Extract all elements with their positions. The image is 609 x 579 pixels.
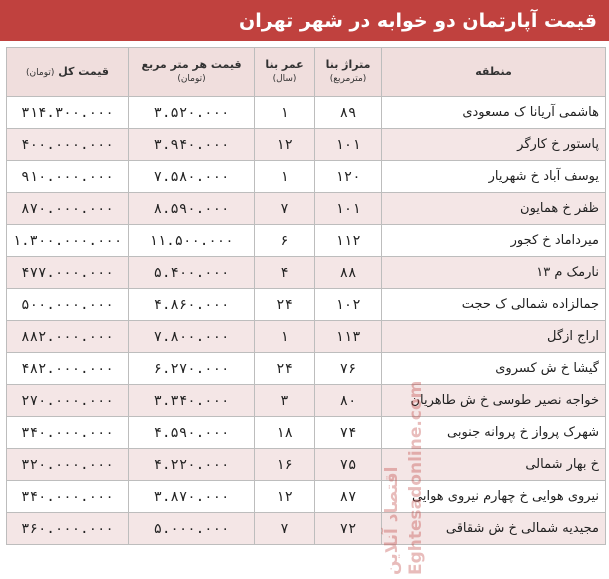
table-row: [7, 385, 606, 417]
table-row: [7, 129, 606, 161]
cell-age: ۴: [255, 257, 315, 289]
cell-total-price: ۵۰۰.۰۰۰.۰۰۰: [7, 289, 129, 321]
cell-total-price: ۴۰۰.۰۰۰.۰۰۰: [7, 129, 129, 161]
cell-region: مجیدیه شمالی خ ش شقاقی: [382, 513, 606, 545]
cell-total-price: ۲۷۰.۰۰۰.۰۰۰: [7, 385, 129, 417]
header-total-price-unit: (تومان): [26, 67, 55, 78]
cell-sqm-price: ۴.۸۶۰.۰۰۰: [129, 289, 255, 321]
cell-age: ۱۸: [255, 417, 315, 449]
cell-area: ۱۱۲: [315, 225, 382, 257]
table-row: [7, 193, 606, 225]
cell-age: ۱: [255, 161, 315, 193]
cell-sqm-price: ۱۱.۵۰۰.۰۰۰: [129, 225, 255, 257]
cell-age: ۷: [255, 193, 315, 225]
cell-region: گیشا خ ش کسروی: [382, 353, 606, 385]
table-row: [7, 417, 606, 449]
cell-area: ۱۰۱: [315, 129, 382, 161]
cell-region: ظفر خ همایون: [382, 193, 606, 225]
watermark: اقتصاد آنلاین Eghtesadonline.com: [382, 380, 426, 575]
header-total-price: قیمت کل (تومان): [7, 48, 129, 97]
table-row: [7, 353, 606, 385]
cell-area: ۸۸: [315, 257, 382, 289]
cell-area: ۷۲: [315, 513, 382, 545]
cell-sqm-price: ۸.۵۹۰.۰۰۰: [129, 193, 255, 225]
cell-total-price: ۴۷۷.۰۰۰.۰۰۰: [7, 257, 129, 289]
price-table: [6, 47, 606, 545]
cell-age: ۳: [255, 385, 315, 417]
header-sqm-price-unit: (تومان): [177, 74, 206, 84]
cell-total-price: ۳۲۰.۰۰۰.۰۰۰: [7, 449, 129, 481]
cell-region: نارمک م ۱۳: [382, 257, 606, 289]
cell-sqm-price: ۴.۲۲۰.۰۰۰: [129, 449, 255, 481]
cell-age: ۲۴: [255, 353, 315, 385]
cell-region: یوسف آباد خ شهریار: [382, 161, 606, 193]
cell-total-price: ۴۸۲.۰۰۰.۰۰۰: [7, 353, 129, 385]
cell-region: خواجه نصیر طوسی خ ش طاهریان: [382, 385, 606, 417]
cell-age: ۱: [255, 97, 315, 129]
cell-region: نیروی هوایی خ چهارم نیروی هوایی: [382, 481, 606, 513]
cell-age: ۶: [255, 225, 315, 257]
cell-sqm-price: ۳.۸۷۰.۰۰۰: [129, 481, 255, 513]
header-sqm-price: قیمت هر متر مربع (تومان): [129, 48, 255, 97]
cell-sqm-price: ۶.۲۷۰.۰۰۰: [129, 353, 255, 385]
cell-total-price: ۳۴۰.۰۰۰.۰۰۰: [7, 417, 129, 449]
table-row: [7, 513, 606, 545]
cell-age: ۱۶: [255, 449, 315, 481]
table-row: [7, 289, 606, 321]
cell-total-price: ۹۱۰.۰۰۰.۰۰۰: [7, 161, 129, 193]
table-row: [7, 161, 606, 193]
cell-age: ۲۴: [255, 289, 315, 321]
table-row: [7, 257, 606, 289]
cell-sqm-price: ۴.۵۹۰.۰۰۰: [129, 417, 255, 449]
cell-sqm-price: ۳.۳۴۰.۰۰۰: [129, 385, 255, 417]
cell-area: ۱۰۱: [315, 193, 382, 225]
table-row: [7, 225, 606, 257]
cell-age: ۱: [255, 321, 315, 353]
header-region: منطقه: [382, 48, 606, 97]
cell-region: پاستور خ کارگر: [382, 129, 606, 161]
table-row: [7, 449, 606, 481]
cell-area: ۸۷: [315, 481, 382, 513]
cell-total-price: ۳۶۰.۰۰۰.۰۰۰: [7, 513, 129, 545]
table-row: [7, 481, 606, 513]
cell-sqm-price: ۷.۸۰۰.۰۰۰: [129, 321, 255, 353]
cell-total-price: ۱.۳۰۰.۰۰۰.۰۰۰: [7, 225, 129, 257]
table-header-row: [7, 48, 606, 97]
header-area-unit: (مترمربع): [329, 74, 367, 84]
page-title: قیمت آپارتمان دو خوابه در شهر تهران: [0, 0, 609, 41]
cell-age: ۷: [255, 513, 315, 545]
cell-sqm-price: ۳.۵۲۰.۰۰۰: [129, 97, 255, 129]
cell-total-price: ۸۷۰.۰۰۰.۰۰۰: [7, 193, 129, 225]
cell-area: ۷۶: [315, 353, 382, 385]
cell-area: ۱۲۰: [315, 161, 382, 193]
header-age: عمر بنا (سال): [255, 48, 315, 97]
header-age-unit: (سال): [272, 74, 297, 84]
cell-area: ۸۹: [315, 97, 382, 129]
cell-region: اراج ازگل: [382, 321, 606, 353]
table-row: [7, 321, 606, 353]
cell-region: خ بهار شمالی: [382, 449, 606, 481]
header-area: متراژ بنا (مترمربع): [315, 48, 382, 97]
cell-sqm-price: ۷.۵۸۰.۰۰۰: [129, 161, 255, 193]
cell-area: ۷۴: [315, 417, 382, 449]
cell-total-price: ۸۸۲.۰۰۰.۰۰۰: [7, 321, 129, 353]
cell-total-price: ۳۴۰.۰۰۰.۰۰۰: [7, 481, 129, 513]
cell-region: هاشمی آریانا ک مسعودی: [382, 97, 606, 129]
cell-total-price: ۳۱۴.۳۰۰.۰۰۰: [7, 97, 129, 129]
cell-sqm-price: ۵.۴۰۰.۰۰۰: [129, 257, 255, 289]
cell-area: ۱۰۲: [315, 289, 382, 321]
table-row: [7, 97, 606, 129]
cell-region: جمالزاده شمالی ک حجت: [382, 289, 606, 321]
cell-sqm-price: ۵.۰۰۰.۰۰۰: [129, 513, 255, 545]
cell-area: ۸۰: [315, 385, 382, 417]
cell-region: شهرک پرواز خ پروانه جنوبی: [382, 417, 606, 449]
cell-age: ۱۲: [255, 129, 315, 161]
cell-region: میرداماد خ کجور: [382, 225, 606, 257]
cell-age: ۱۲: [255, 481, 315, 513]
cell-sqm-price: ۳.۹۴۰.۰۰۰: [129, 129, 255, 161]
cell-area: ۱۱۳: [315, 321, 382, 353]
cell-area: ۷۵: [315, 449, 382, 481]
